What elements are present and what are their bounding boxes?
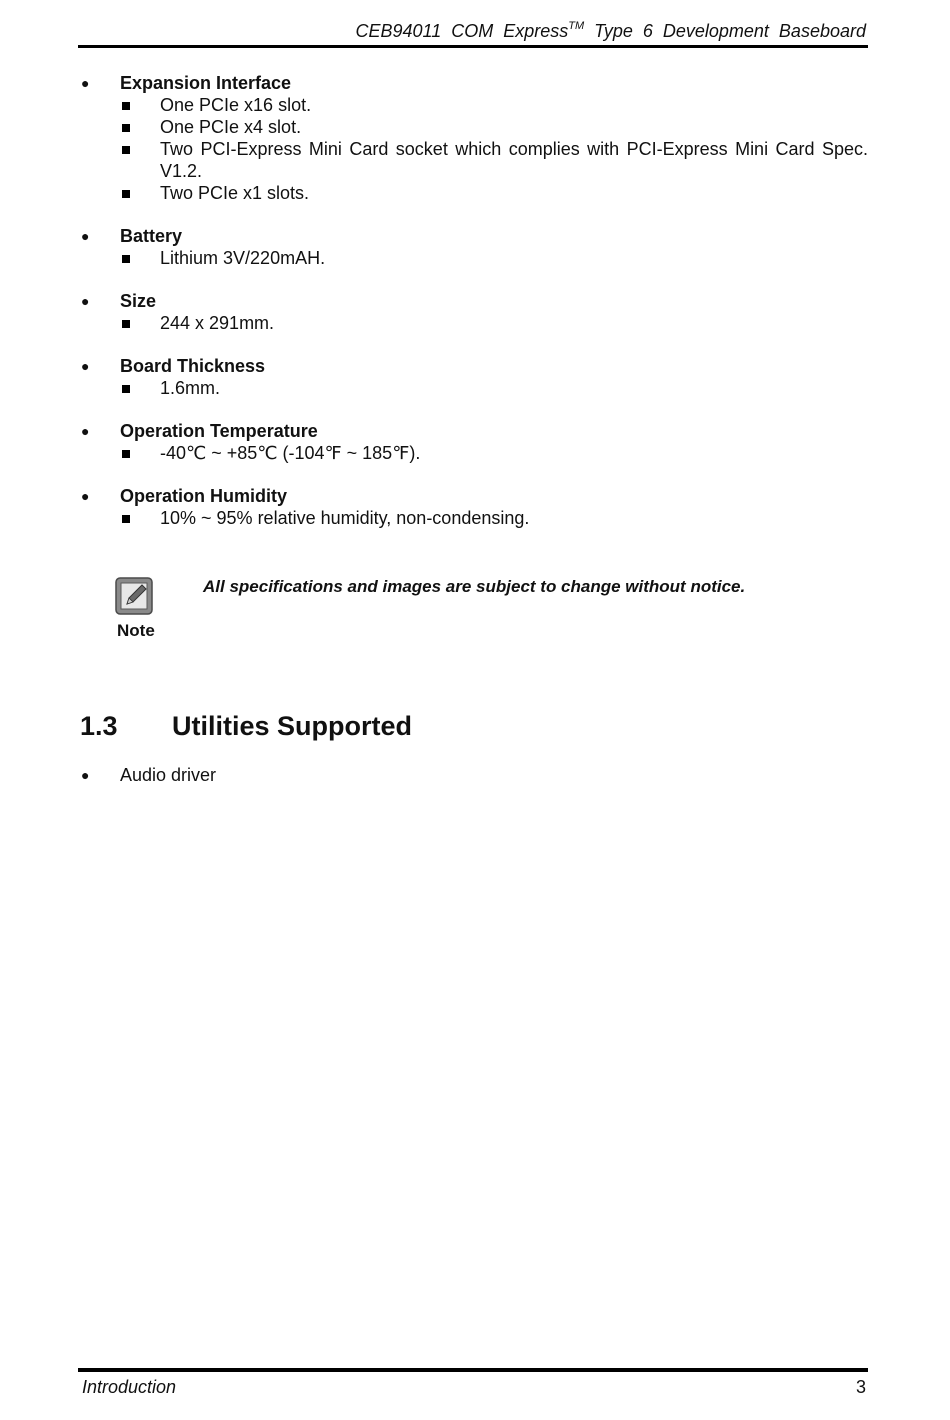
spec-heading: ● Size: [81, 291, 157, 311]
page-header-title: [356, 20, 866, 42]
bullet-dot-icon: ●: [81, 767, 90, 783]
spec-block-temperature: [78, 420, 868, 464]
header-title-rest: Type 6 Development Baseboard: [594, 21, 866, 41]
spec-item: -40℃ ~ +85℃ (-104℉ ~ 185℉).: [78, 442, 868, 464]
bullet-dot-icon: ●: [81, 293, 90, 309]
note-pencil-icon: [115, 577, 153, 615]
spec-item: Lithium 3V/220mAH.: [78, 247, 868, 269]
spec-block-size: [78, 290, 868, 334]
page-number: 3: [855, 1377, 866, 1397]
spec-heading: ● Operation Humidity: [81, 486, 288, 506]
square-bullet-icon: [122, 320, 130, 328]
spec-heading: ● Board Thickness: [81, 356, 266, 376]
spec-block-expansion: [78, 72, 868, 204]
spec-heading: ● Operation Temperature: [81, 421, 318, 441]
bullet-dot-icon: ●: [81, 228, 90, 244]
spec-item: 244 x 291mm.: [78, 312, 868, 334]
bullet-dot-icon: ●: [81, 488, 90, 504]
footer-chapter: Introduction: [82, 1377, 177, 1397]
spec-item: Two PCIe x1 slots.: [78, 182, 868, 204]
spec-item: Two PCI-Express Mini Card socket which complies with PCI-Express Mini Card Spec. V1.2.: [78, 138, 868, 182]
square-bullet-icon: [122, 450, 130, 458]
note-text: All specifications and images are subject to change without notice.: [203, 577, 746, 596]
square-bullet-icon: [122, 102, 130, 110]
spec-item: One PCIe x4 slot.: [78, 116, 868, 138]
spec-block-battery: [78, 225, 868, 269]
square-bullet-icon: [122, 146, 130, 154]
trademark-superscript: TM: [568, 20, 585, 32]
note-label: Note: [117, 621, 155, 640]
spec-heading: ● Expansion Interface: [81, 73, 292, 93]
list-item: ● Audio driver: [81, 765, 217, 785]
note-icon-container: [115, 577, 157, 620]
header-title-main: CEB94011 COM Express: [355, 21, 569, 41]
spec-heading: ● Battery: [81, 226, 183, 246]
spec-list: [78, 72, 868, 550]
square-bullet-icon: [122, 385, 130, 393]
square-bullet-icon: [122, 124, 130, 132]
utilities-list: [78, 764, 868, 786]
square-bullet-icon: [122, 255, 130, 263]
spec-block-humidity: [78, 485, 868, 529]
square-bullet-icon: [122, 515, 130, 523]
section-title: Utilities Supported: [172, 711, 413, 741]
spec-item: 1.6mm.: [78, 377, 868, 399]
spec-block-thickness: [78, 355, 868, 399]
section-number: 1.3: [80, 711, 118, 741]
header-divider: [78, 45, 868, 48]
bullet-dot-icon: ●: [81, 423, 90, 439]
spec-item: One PCIe x16 slot.: [78, 94, 868, 116]
bullet-dot-icon: ●: [81, 75, 90, 91]
spec-item: 10% ~ 95% relative humidity, non-condensing.: [78, 507, 868, 529]
footer-divider: [78, 1368, 868, 1372]
square-bullet-icon: [122, 190, 130, 198]
bullet-dot-icon: ●: [81, 358, 90, 374]
